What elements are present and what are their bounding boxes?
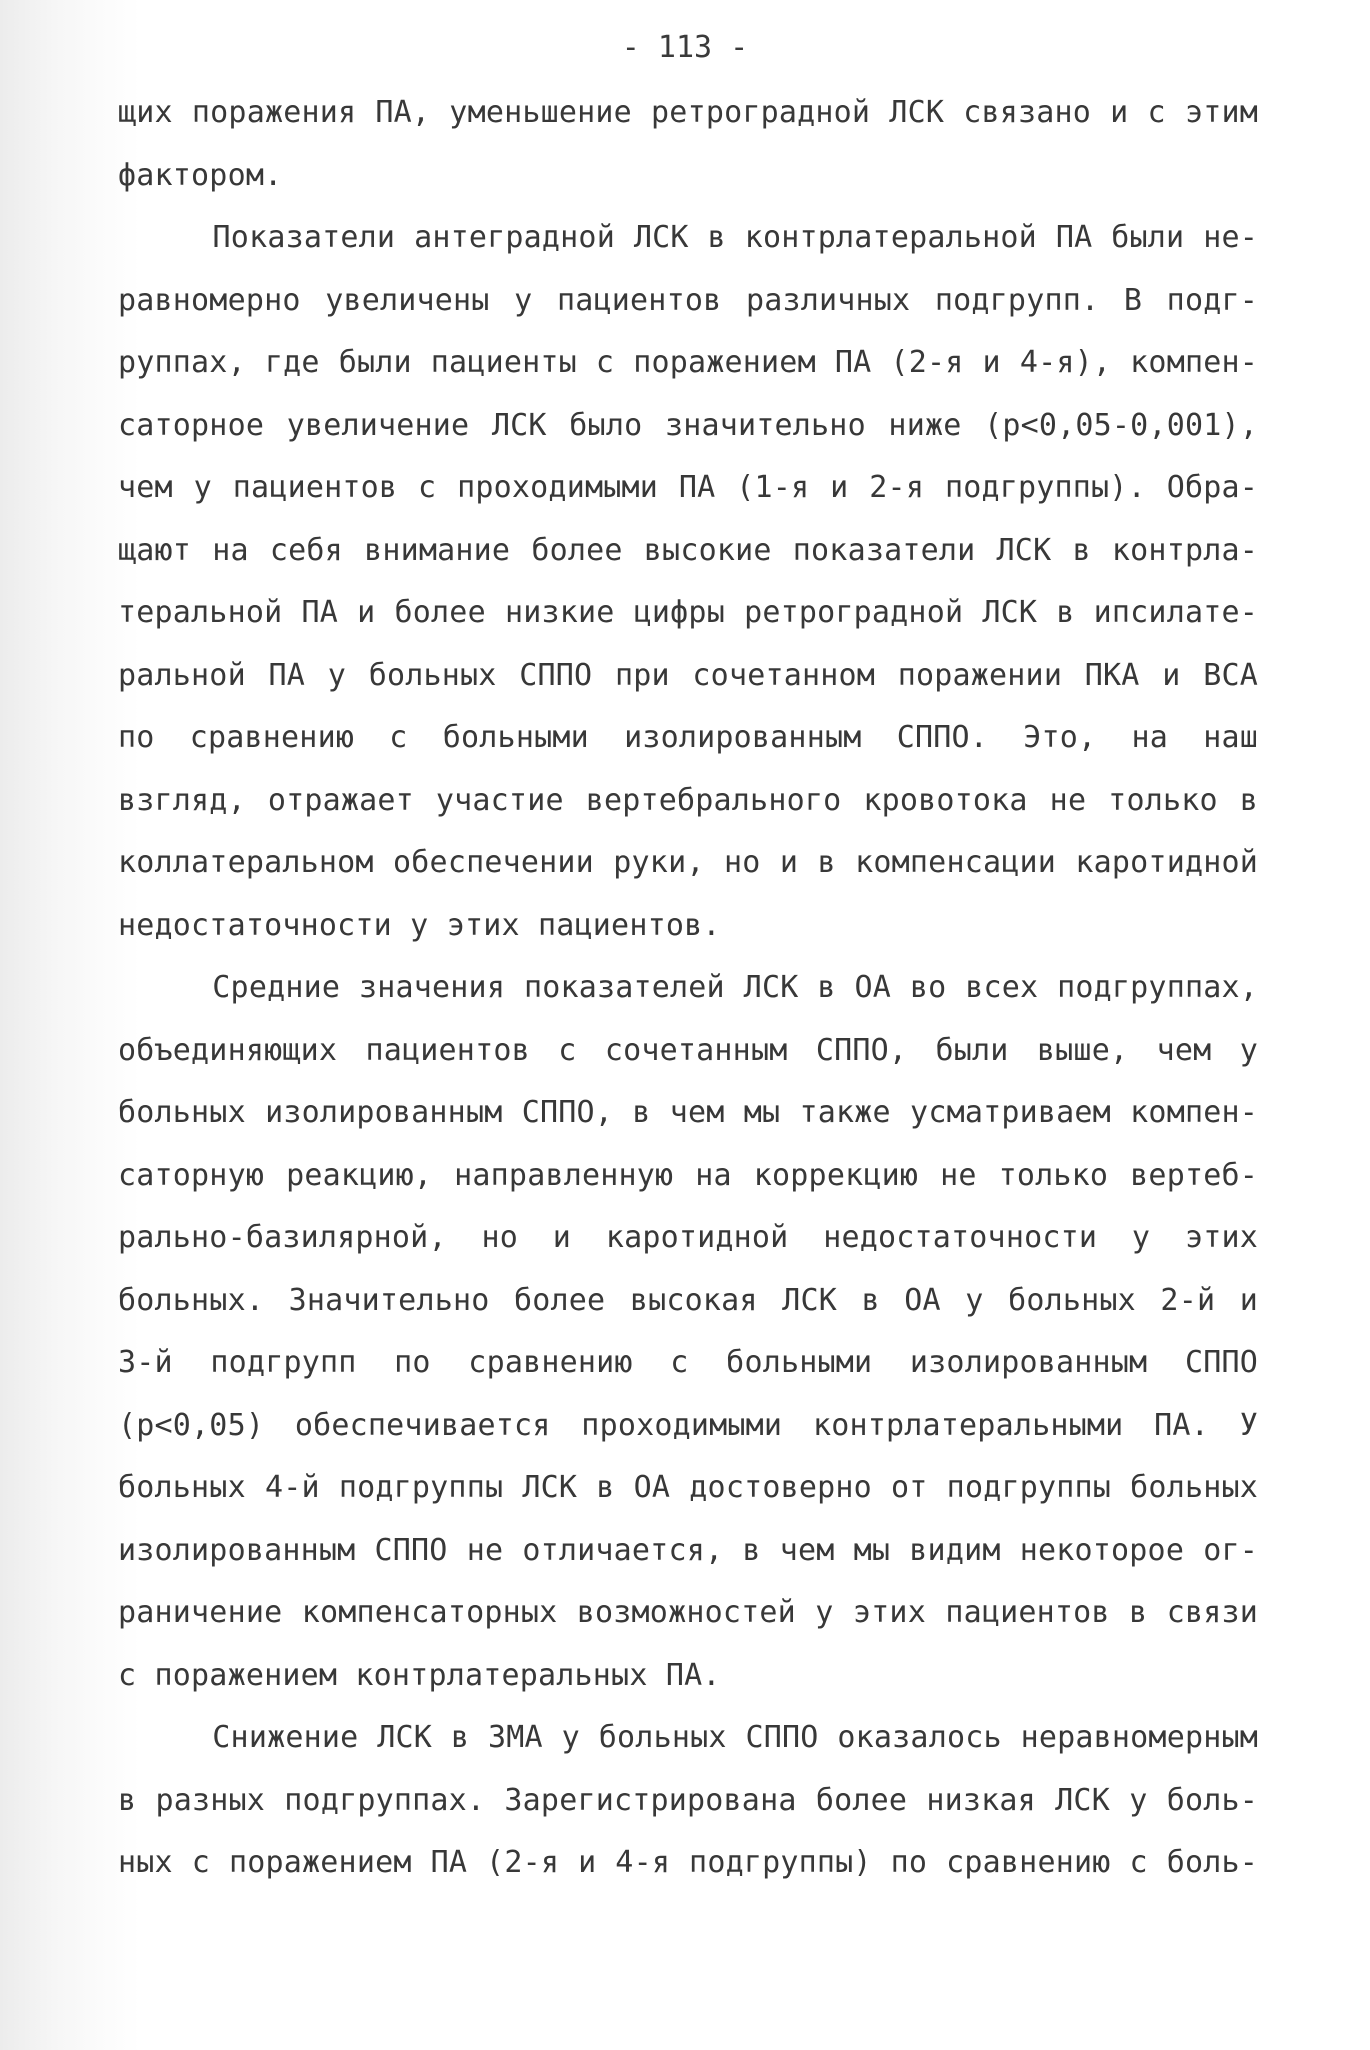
text-line: теральной ПА и более низкие цифры ретроградной ЛСК в ипсилате- bbox=[118, 595, 1258, 630]
text-line: равномерно увеличены у пациентов различных подгрупп. В подг- bbox=[118, 282, 1258, 318]
text-line: щают на себя внимание более высокие показатели ЛСК в контрла- bbox=[118, 532, 1258, 568]
text-line: руппах, где были пациенты с поражением ПА (2-я и 4-я), компен- bbox=[118, 345, 1258, 380]
page-number: - 113 - bbox=[621, 30, 749, 65]
text-line: 3-й подгрупп по сравнению с больными изолированным СППО bbox=[118, 1345, 1258, 1380]
text-line: чем у пациентов с проходимыми ПА (1-я и 2-я подгруппы). Обра- bbox=[118, 470, 1258, 505]
text-line: больных 4-й подгруппы ЛСК в ОА достоверно от подгруппы больных bbox=[118, 1470, 1258, 1505]
text-line: изолированным СППО не отличается, в чем мы видим некоторое ог- bbox=[118, 1532, 1258, 1568]
text-line: коллатеральном обеспечении руки, но и в компенсации каротидной bbox=[118, 845, 1258, 880]
text-line: саторное увеличение ЛСК было значительно ниже (р<0,05-0,001), bbox=[118, 407, 1258, 443]
text-line: фактором. bbox=[118, 157, 283, 193]
text-line: в разных подгруппах. Зарегистрирована более низкая ЛСК у боль- bbox=[118, 1782, 1258, 1818]
text-line: недостаточности у этих пациентов. bbox=[118, 907, 721, 943]
text-line: Снижение ЛСК в ЗМА у больных СППО оказалось неравномерным bbox=[118, 1720, 1258, 1755]
text-line: взгляд, отражает участие вертебрального кровотока не только в bbox=[118, 782, 1258, 818]
body-text bbox=[118, 82, 1258, 1895]
text-line: Показатели антеградной ЛСК в контрлатеральной ПА были не- bbox=[118, 220, 1258, 255]
text-line: (р<0,05) обеспечивается проходимыми контрлатеральными ПА. У bbox=[118, 1407, 1258, 1443]
text-line: щих поражения ПА, уменьшение ретроградной ЛСК связано и с этим bbox=[118, 95, 1258, 130]
text-line: объединяющих пациентов с сочетанным СППО, были выше, чем у bbox=[118, 1032, 1258, 1068]
text-line: Средние значения показателей ЛСК в ОА во всех подгруппах, bbox=[118, 970, 1258, 1005]
text-line: рально-базилярной, но и каротидной недостаточности у этих bbox=[118, 1220, 1258, 1255]
text-line: по сравнению с больными изолированным СППО. Это, на наш bbox=[118, 720, 1258, 755]
text-line: больных изолированным СППО, в чем мы также усматриваем компен- bbox=[118, 1095, 1258, 1130]
text-line: с поражением контрлатеральных ПА. bbox=[118, 1657, 721, 1693]
text-line: ральной ПА у больных СППО при сочетанном поражении ПКА и ВСА bbox=[118, 657, 1258, 693]
text-line: раничение компенсаторных возможностей у этих пациентов в связи bbox=[118, 1595, 1258, 1630]
text-line: саторную реакцию, направленную на коррекцию не только вертеб- bbox=[118, 1157, 1258, 1193]
text-line: больных. Значительно более высокая ЛСК в ОА у больных 2-й и bbox=[118, 1282, 1258, 1318]
text-line: ных с поражением ПА (2-я и 4-я подгруппы) по сравнению с боль- bbox=[118, 1845, 1258, 1880]
